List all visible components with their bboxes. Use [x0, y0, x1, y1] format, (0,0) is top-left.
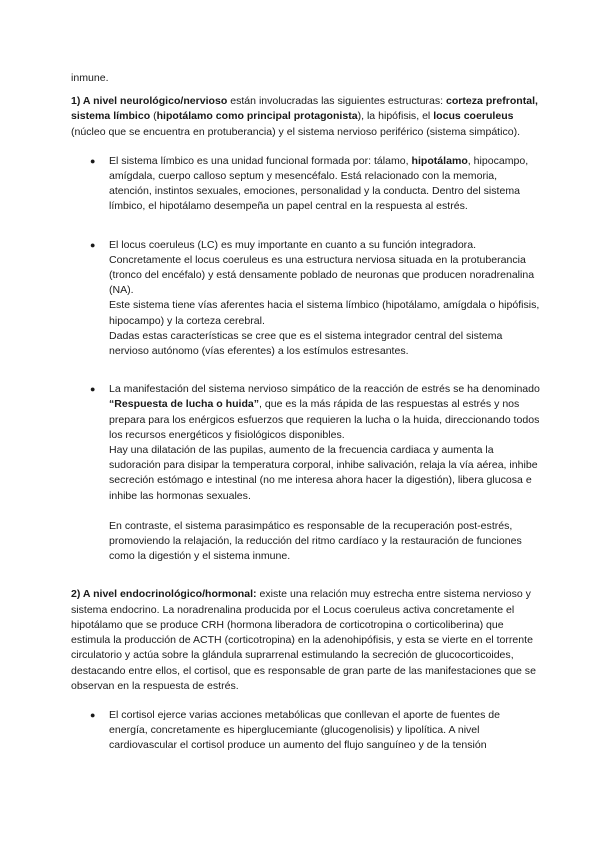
list-paragraph: En contraste, el sistema parasimpático es responsable de la recuperación post-estrés, promoviendo la relajación, la reducción del ritmo cardíaco y la restauración de funciones como la digestión y el sistema inmune. [109, 519, 522, 563]
section-1-paragraph [71, 94, 540, 140]
section-2-paragraph [71, 587, 540, 693]
bullet-icon: ● [90, 709, 96, 720]
bold-run: locus coeruleus [433, 110, 514, 123]
intro-text: inmune. [71, 72, 109, 84]
list-paragraph: El locus coeruleus (LC) es muy importante en cuanto a su función integradora. Concretamente el locus coeruleus es una estructura nerviosa situada en la protuberancia (tronco del encéfalo) y está densamente poblado de neuronas que producen noradrenalina (NA). [109, 238, 535, 297]
list-item-locus-coeruleus [71, 238, 540, 360]
list-paragraph: Este sistema tiene vías aferentes hacia el sistema límbico (hipotálamo, amígdala o hipófisis, hipocampo) y la corteza cerebral. [109, 299, 540, 327]
bullet-icon: ● [90, 155, 96, 166]
list-paragraph: Hay una dilatación de las pupilas, aumento de la frecuencia cardiaca y aumenta la sudoración para disipar la temperatura corporal, inhibe salivación, relaja la vía aérea, inhibe secreción estómago e intestinal (no me interesa ahora hacer la digestión), libera glucosa e inhibe las hormonas sexuales. [109, 444, 538, 502]
section-2-bullet-list [71, 708, 540, 754]
section-1-bullet-list [71, 154, 540, 565]
list-paragraph: Dadas estas características se cree que es el sistema integrador central del sistema nervioso autónomo (vías eferentes) a los estímulos estresantes. [109, 329, 503, 358]
bold-run: hipotálamo [411, 154, 468, 167]
text-run: El sistema límbico es una unidad funcional formada por: tálamo, [109, 154, 412, 167]
text-run: existe una relación muy estrecha entre sistema nervioso y sistema endocrino. La noradrenalina producida por el Locus coeruleus activa concretamente el hipotálamo que se produce CRH (hormona liberadora de corticotropina o corticoliberina) que estimula la producción de ACTH (corticotropina) en la adenohipófisis, y esta se vierte en el torrente circulatorio y actúa sobre la glándula suprarrenal estimulando la secreción de glucocorticoides, destacando entre ellos, el cortisol, que es responsable de gran parte de las manifestaciones que se observan en la respuesta de estrés. [71, 588, 536, 692]
list-item-sympathetic-response [71, 382, 540, 564]
bullet-icon: ● [90, 239, 96, 250]
section-1-heading: 1) A nivel neurológico/nervioso [71, 95, 228, 108]
text-run: , que es la más rápida de las respuestas al estrés y nos prepara para los enérgicos esfuerzos que requieren la lucha o la huida, direccionando todos los recursos energéticos y fisiológicos disponibles. [109, 398, 540, 441]
bullet-icon: ● [90, 384, 96, 395]
list-item-limbic-system [71, 154, 540, 215]
text-run: El cortisol ejerce varias acciones metabólicas que conllevan el aporte de fuentes de energía, concretamente es hiperglucemiante (glucogenolisis) y lipolítica. A nivel cardiovascular el cortisol produce un aumento del flujo sanguíneo y de la tensión [109, 708, 501, 752]
bold-run: hipotálamo como principal protagonista [156, 110, 358, 123]
section-2-heading: 2) A nivel endocrinológico/hormonal: [71, 588, 257, 601]
bold-run: corteza prefrontal, sistema límbico [71, 95, 538, 123]
text-run: La manifestación del sistema nervioso simpático de la reacción de estrés se ha denominado [109, 383, 540, 396]
spacer [109, 504, 540, 519]
text-run: (núcleo que se encuentra en protuberancia) y el sistema nervioso periférico (sistema simpático). [71, 125, 521, 138]
list-paragraph [109, 382, 540, 443]
text-run: están involucradas las siguientes estructuras: [227, 95, 446, 108]
text-run: ( [150, 110, 157, 123]
text-run: ), la hipófisis, el [357, 110, 434, 123]
bold-run: “Respuesta de lucha o huida” [109, 398, 260, 411]
list-item-cortisol [71, 708, 540, 754]
text-run: , hipocampo, amígdala, cuerpo calloso septum y mesencéfalo. Está relacionado con la memoria, atención, instintos sexuales, emociones, personalidad y la conducta. Dentro del sistema límbico, el hipotálamo desempeña un papel central en la respuesta al estrés. [109, 154, 529, 213]
